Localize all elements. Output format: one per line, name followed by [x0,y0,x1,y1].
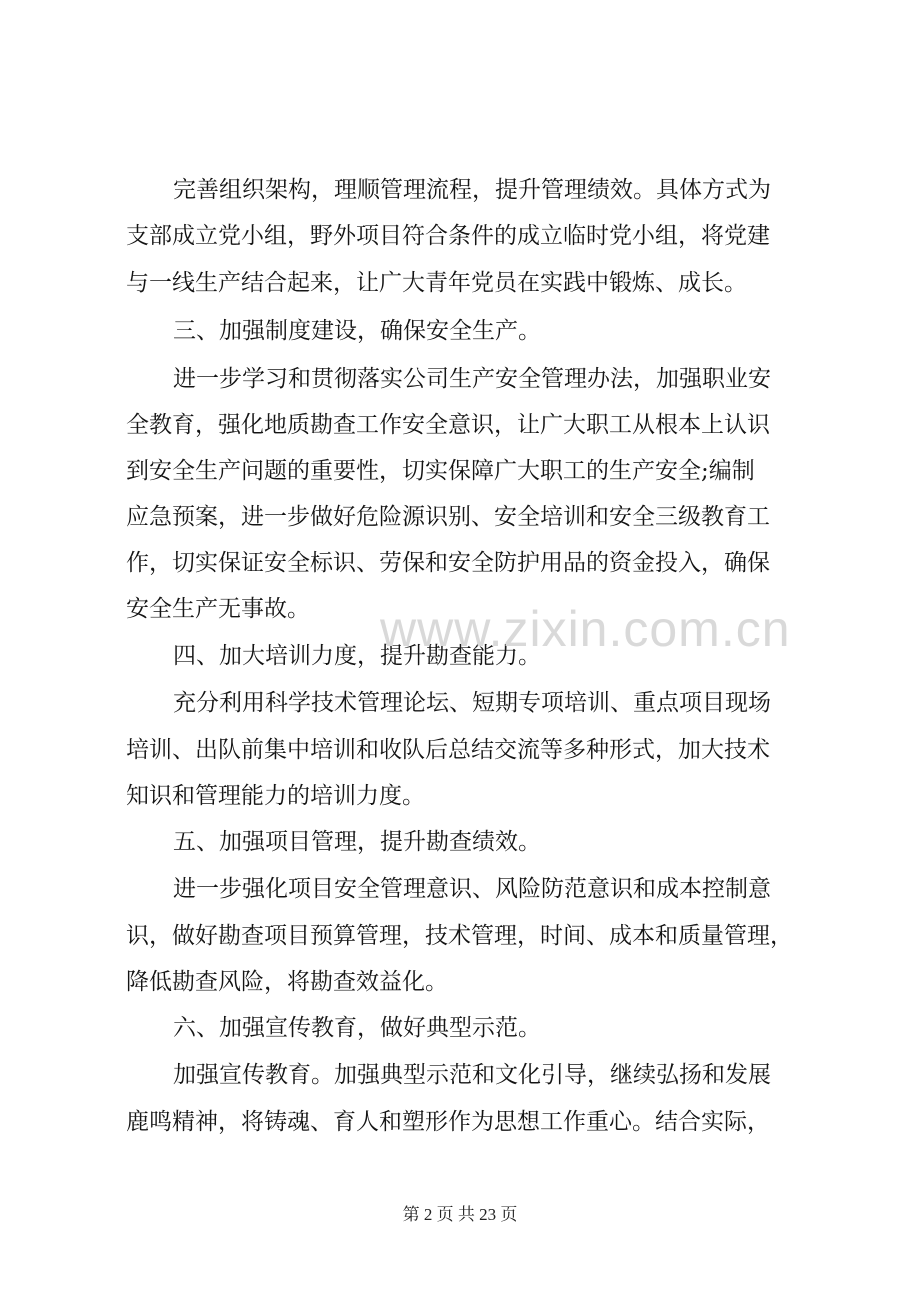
paragraph-line: 全教育，强化地质勘查工作安全意识，让广大职工从根本上认识 [126,412,770,438]
paragraph-line: 鹿鸣精神，将铸魂、育人和塑形作为思想工作重心。结合实际， [126,1109,770,1135]
paragraph-line: 支部成立党小组，野外项目符合条件的成立临时党小组，将党建 [126,223,770,249]
paragraph-line: 作，切实保证安全标识、劳保和安全防护用品的资金投入，确保 [126,550,770,576]
paragraph-line: 知识和管理能力的培训力度。 [126,783,425,809]
paragraph-line: 培训、出队前集中培训和收队后总结交流等多种形式，加大技术 [126,737,770,763]
section-heading: 六、加强宣传教育，做好典型示范。 [173,1015,541,1041]
section-heading: 四、加大培训力度，提升勘查能力。 [173,643,541,669]
paragraph-line: 识，做好勘查项目预算管理，技术管理，时间、成本和质量管理， [126,923,793,949]
paragraph-line: 完善组织架构，理顺管理流程，提升管理绩效。具体方式为 [173,177,771,203]
paragraph-line: 到安全生产问题的重要性，切实保障广大职工的生产安全;编制 [126,458,755,484]
watermark: www.zixin.com.cn [380,601,791,657]
page-footer: 第 2 页 共 23 页 [402,1205,518,1224]
section-heading: 三、加强制度建设，确保安全生产。 [173,318,541,344]
section-heading: 五、加强项目管理，提升勘查绩效。 [173,829,541,855]
paragraph-line: 加强宣传教育。加强典型示范和文化引导，继续弘扬和发展 [173,1062,771,1088]
paragraph-line: 充分利用科学技术管理论坛、短期专项培训、重点项目现场 [173,690,771,716]
paragraph-line: 进一步强化项目安全管理意识、风险防范意识和成本控制意 [173,876,771,902]
paragraph-line: 与一线生产结合起来，让广大青年党员在实践中锻炼、成长。 [126,270,747,296]
paragraph-line: 降低勘查风险，将勘查效益化。 [126,969,448,995]
paragraph-line: 安全生产无事故。 [126,596,310,622]
paragraph-line: 应急预案，进一步做好危险源识别、安全培训和安全三级教育工 [126,504,770,530]
paragraph-line: 进一步学习和贯彻落实公司生产安全管理办法，加强职业安 [173,366,771,392]
